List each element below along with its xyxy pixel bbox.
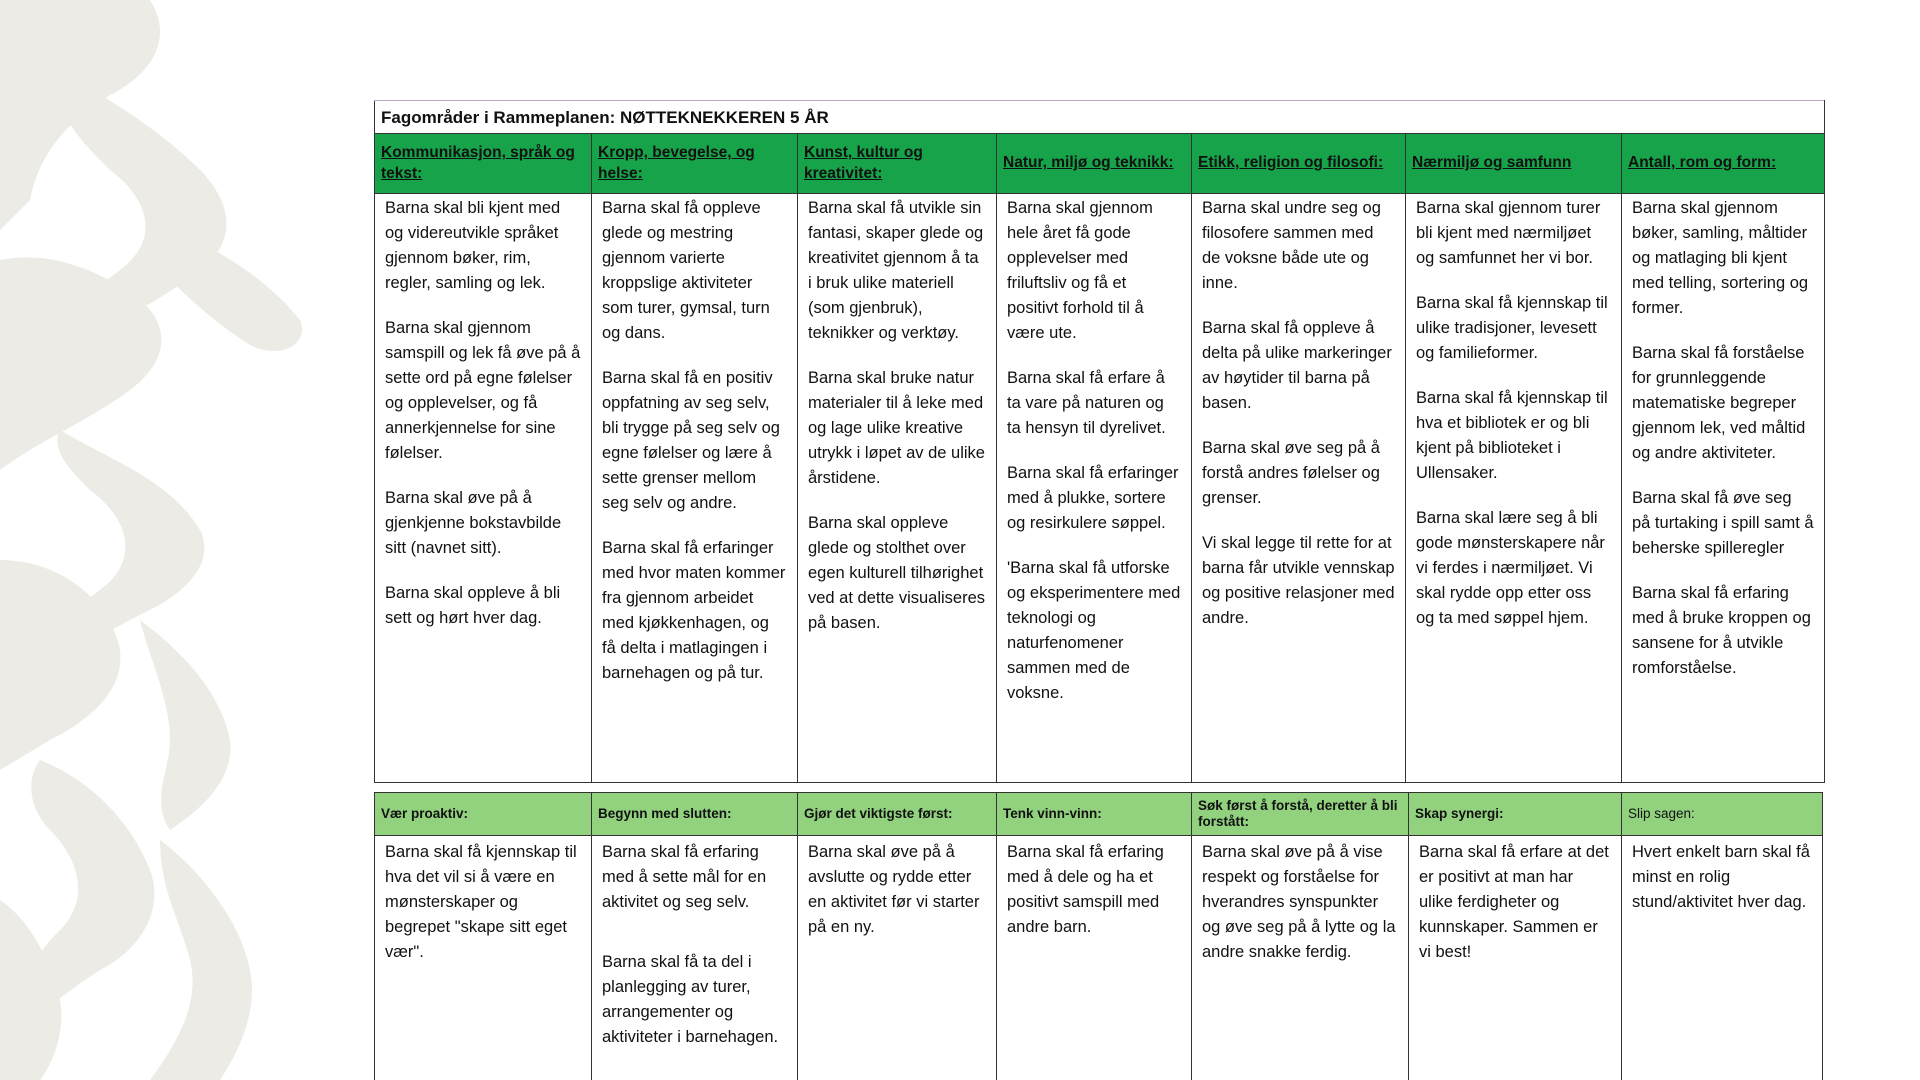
habits-paragraph: Barna skal få ta del i planlegging av turer, arrangementer og aktiviteter i barnehagen. — [602, 953, 779, 1046]
plan-header-4: Natur, miljø og teknikk: — [997, 134, 1192, 194]
decorative-brush-strokes — [0, 0, 330, 1080]
habits-header-5: Søk først å forstå, deretter å bli forstått: — [1192, 793, 1409, 836]
plan-cell-7 — [1622, 194, 1825, 783]
plan-paragraph: Barna skal gjennom hele året få gode opplevelser med friluftsliv og få et positivt forhold til å være ute. — [1007, 199, 1153, 342]
habits-cell-4 — [997, 836, 1192, 1080]
plan-header-2: Kropp, bevegelse, og helse: — [592, 134, 798, 194]
plan-paragraph: Barna skal få erfaring med å bruke kroppen og sansene for å utvikle romforståelse. — [1632, 584, 1811, 677]
habits-cell-6 — [1409, 836, 1622, 1080]
plan-paragraph: Barna skal få utvikle sin fantasi, skaper glede og kreativitet gjennom å ta i bruk ulike materiell (som gjenbruk), teknikker og verktøy. — [808, 199, 984, 342]
plan-paragraph: Barna skal få erfaringer med hvor maten kommer fra gjennom arbeidet med kjøkkenhagen, og få delta i matlagingen i barnehagen og på tur. — [602, 539, 786, 682]
habits-paragraph: Hvert enkelt barn skal få minst en rolig stund/aktivitet hver dag. — [1632, 843, 1810, 911]
habits-paragraph: Barna skal få erfare at det er positivt at man har ulike ferdigheter og kunnskaper. Sammen er vi best! — [1419, 843, 1609, 961]
plan-paragraph: Barna skal få oppleve glede og mestring gjennom varierte kroppslige aktiviteter som turer, gymsal, turn og dans. — [602, 199, 770, 342]
plan-paragraph: Barna skal få kjennskap til hva et bibliotek er og bli kjent på biblioteket i Ullensaker. — [1416, 389, 1608, 482]
habits-table — [374, 792, 1823, 1080]
habits-cell-5 — [1192, 836, 1409, 1080]
plan-paragraph: Vi skal legge til rette for at barna får utvikle vennskap og positive relasjoner med andre. — [1202, 534, 1395, 627]
habits-header-row — [375, 793, 1823, 836]
plan-header-5: Etikk, religion og filosofi: — [1192, 134, 1406, 194]
plan-paragraph: Barna skal bli kjent med og videreutvikle språket gjennom bøker, rim, regler, samling og lek. — [385, 199, 561, 292]
header-row — [375, 134, 1825, 194]
habits-header-3: Gjør det viktigste først: — [798, 793, 997, 836]
plan-paragraph: Barna skal undre seg og filosofere sammen med de voksne både ute og inne. — [1202, 199, 1381, 292]
habits-header-7: Slip sagen: — [1622, 793, 1823, 836]
plan-cell-3 — [798, 194, 997, 783]
plan-header-6: Nærmiljø og samfunn — [1406, 134, 1622, 194]
content-row — [375, 194, 1825, 783]
habits-paragraph: Barna skal øve på å avslutte og rydde etter en aktivitet før vi starter på en ny. — [808, 843, 980, 936]
habits-header-6: Skap synergi: — [1409, 793, 1622, 836]
habits-paragraph: Barna skal øve på å vise respekt og forståelse for hverandres synspunkter og øve seg på å lytte og la andre snakke ferdig. — [1202, 843, 1396, 961]
plan-paragraph: Barna skal oppleve glede og stolthet over egen kulturell tilhørighet ved at dette visualiseres på basen. — [808, 514, 986, 632]
plan-cell-1 — [375, 194, 592, 783]
plan-paragraph: Barna skal øve på å gjenkjenne bokstavbilde sitt (navnet sitt). — [385, 489, 562, 557]
plan-paragraph: Barna skal bruke natur materialer til å leke med og lage ulike kreative utrykk i løpet av de ulike årstidene. — [808, 369, 985, 487]
plan-cell-2 — [592, 194, 798, 783]
plan-paragraph: 'Barna skal få utforske og eksperimentere med teknologi og naturfenomener sammen med de voksne. — [1007, 559, 1181, 702]
plan-paragraph: Barna skal gjennom samspill og lek få øve på å sette ord på egne følelser og opplevelser, og få annerkjennelse for sine følelser. — [385, 319, 581, 462]
plan-paragraph: Barna skal lære seg å bli gode mønsterskapere når vi ferdes i nærmiljøet. Vi skal rydde opp etter oss og ta med søppel hjem. — [1416, 509, 1605, 627]
habits-content-row — [375, 836, 1823, 1080]
plan-paragraph: Barna skal få oppleve å delta på ulike markeringer av høytider til barna på basen. — [1202, 319, 1392, 412]
habits-cell-1 — [375, 836, 592, 1080]
habits-paragraph: Barna skal få erfaring med å sette mål for en aktivitet og seg selv. — [602, 843, 767, 911]
plan-paragraph: Barna skal få erfaringer med å plukke, sortere og resirkulere søppel. — [1007, 464, 1179, 532]
plan-cell-4 — [997, 194, 1192, 783]
habits-paragraph: Barna skal få erfaring med å dele og ha et positivt samspill med andre barn. — [1007, 843, 1164, 936]
habits-cell-3 — [798, 836, 997, 1080]
habits-header-1: Vær proaktiv: — [375, 793, 592, 836]
habits-paragraph: Barna skal få kjennskap til hva det vil si å være en mønsterskaper og begrepet "skape sitt eget vær". — [385, 843, 577, 961]
plan-header-3: Kunst, kultur og kreativitet: — [798, 134, 997, 194]
habits-cell-2 — [592, 836, 798, 1080]
table-title: Fagområder i Rammeplanen: NØTTEKNEKKEREN 5 ÅR — [375, 101, 1825, 134]
plan-paragraph: Barna skal få øve seg på turtaking i spill samt å beherske spilleregler — [1632, 489, 1814, 557]
plan-paragraph: Barna skal gjennom turer bli kjent med nærmiljøet og samfunnet her vi bor. — [1416, 199, 1601, 267]
plan-paragraph: Barna skal få erfare å ta vare på naturen og ta hensyn til dyrelivet. — [1007, 369, 1166, 437]
plan-paragraph: Barna skal øve seg på å forstå andres følelser og grenser. — [1202, 439, 1380, 507]
plan-header-1: Kommunikasjon, språk og tekst: — [375, 134, 592, 194]
habits-cell-7 — [1622, 836, 1823, 1080]
plan-paragraph: Barna skal gjennom bøker, samling, måltider og matlaging bli kjent med telling, sortering og former. — [1632, 199, 1809, 317]
plan-paragraph: Barna skal oppleve å bli sett og hørt hver dag. — [385, 584, 561, 627]
plan-cell-6 — [1406, 194, 1622, 783]
habits-header-2: Begynn med slutten: — [592, 793, 798, 836]
fagomrader-table — [374, 100, 1825, 783]
plan-paragraph: Barna skal få en positiv oppfatning av seg selv, bli trygge på seg selv og egne følelser og lære å sette grenser mellom seg selv og andre. — [602, 369, 780, 512]
plan-paragraph: Barna skal få kjennskap til ulike tradisjoner, levesett og familieformer. — [1416, 294, 1608, 362]
habits-header-4: Tenk vinn-vinn: — [997, 793, 1192, 836]
plan-paragraph: Barna skal få forståelse for grunnleggende matematiske begreper gjennom lek, ved måltid og andre aktiviteter. — [1632, 344, 1806, 462]
plan-cell-5 — [1192, 194, 1406, 783]
plan-header-7: Antall, rom og form: — [1622, 134, 1825, 194]
